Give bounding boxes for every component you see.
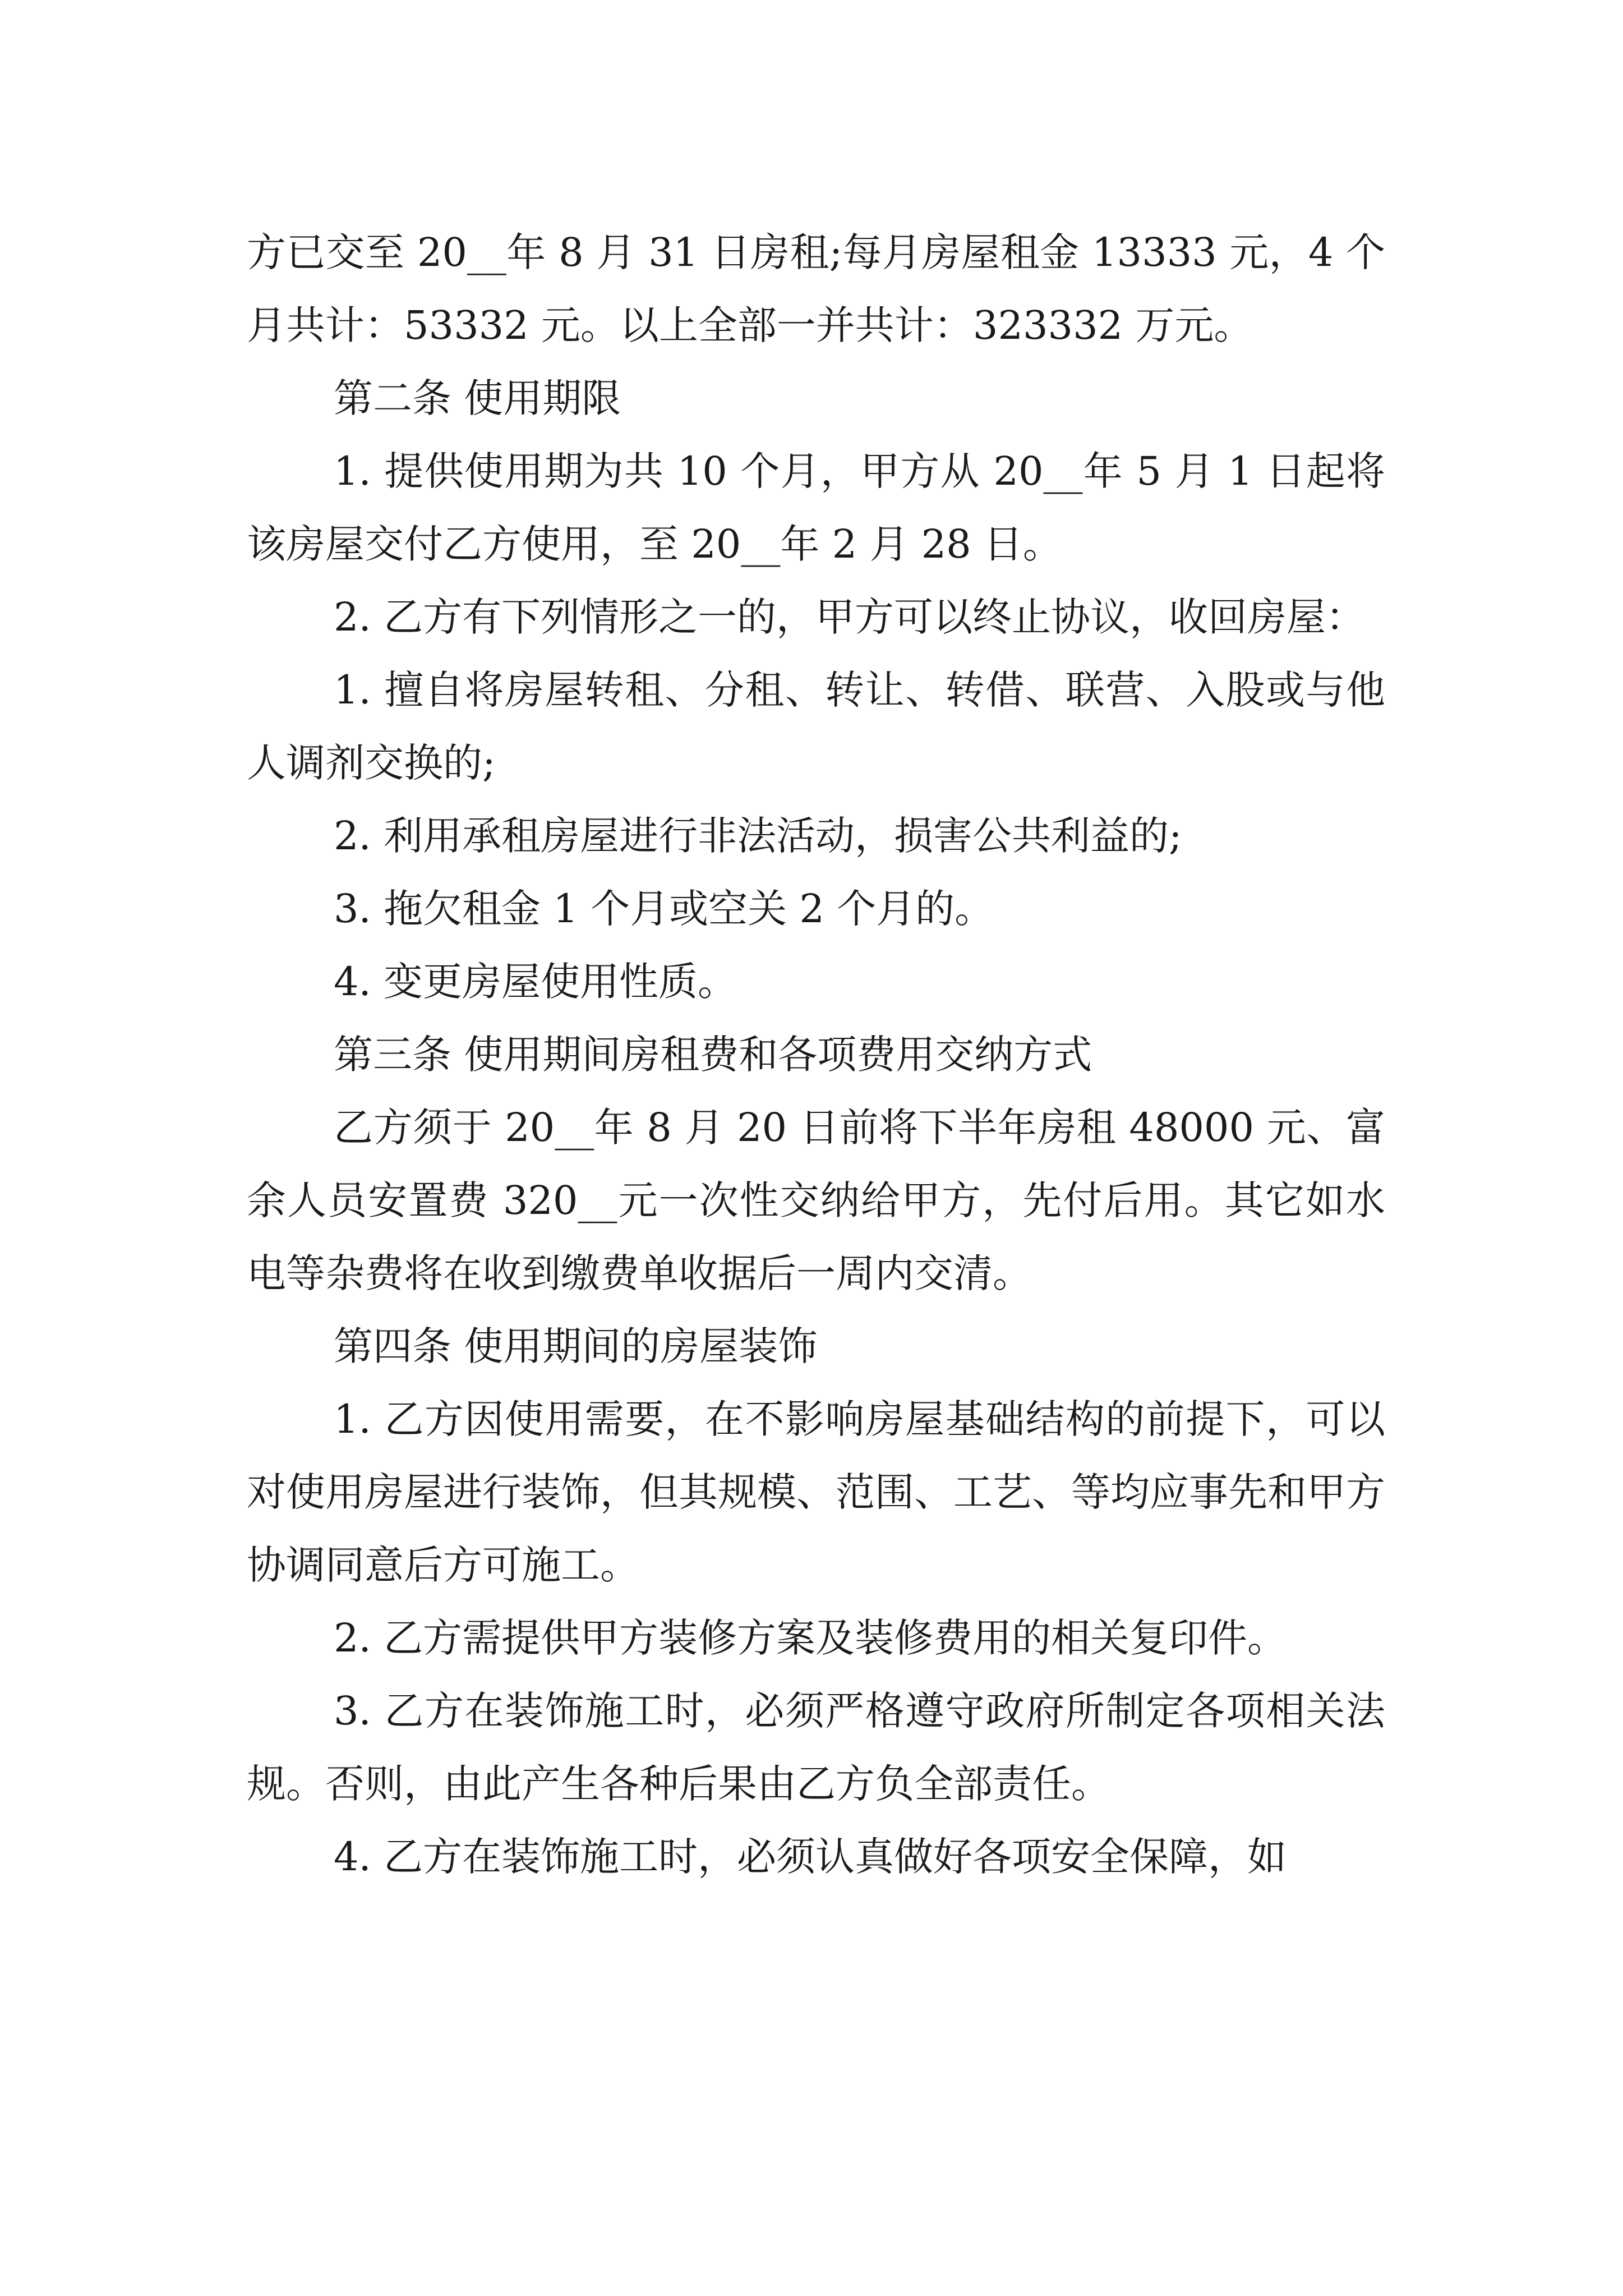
list-item-change-use: 4. 变更房屋使用性质。 [334, 959, 737, 1005]
paragraph-term-period: 1. 提供使用期为共 10 个月，甲方从 20__年 5 月 1 日起将该房屋交付乙方使用，至 20__年 2 月 28 日。 [247, 448, 1385, 567]
paragraph-decoration-approval: 1. 乙方因使用需要，在不影响房屋基础结构的前提下，可以对使用房屋进行装饰，但其规模、范围、工艺、等均应事先和甲方协调同意后方可施工。 [247, 1396, 1385, 1588]
paragraph-termination-conditions: 2. 乙方有下列情形之一的，甲方可以终止协议，收回房屋： [334, 594, 1366, 640]
list-item-arrears: 3. 拖欠租金 1 个月或空关 2 个月的。 [334, 886, 994, 932]
paragraph-rent-summary: 方已交至 20__年 8 月 31 日房租;每月房屋租金 13333 元，4 个月共计：53332 元。以上全部一并共计：323332 万元。 [247, 229, 1385, 348]
paragraph-decoration-safety: 4. 乙方在装饰施工时，必须认真做好各项安全保障，如 [334, 1834, 1287, 1880]
list-item-illegal-use: 2. 利用承租房屋进行非法活动，损害公共利益的; [334, 813, 1182, 859]
list-item-sublet: 1. 擅自将房屋转租、分租、转让、转借、联营、入股或与他人调剂交换的; [247, 667, 1385, 786]
document-body [247, 216, 1385, 1893]
paragraph-payment: 乙方须于 20__年 8 月 20 日前将下半年房租 48000 元、富余人员安置费 320__元一次性交纳给甲方，先付后用。其它如水电等杂费将在收到缴费单收据后一周内交清。 [247, 1105, 1385, 1296]
paragraph-decoration-regulations: 3. 乙方在装饰施工时，必须严格遵守政府所制定各项相关法规。否则，由此产生各种后果由乙方负全部责任。 [247, 1688, 1385, 1807]
heading-article-3: 第三条 使用期间房租费和各项费用交纳方式 [334, 1032, 1092, 1078]
heading-article-2: 第二条 使用期限 [334, 375, 621, 421]
paragraph-decoration-documents: 2. 乙方需提供甲方装修方案及装修费用的相关复印件。 [334, 1615, 1287, 1661]
heading-article-4: 第四条 使用期间的房屋装饰 [334, 1323, 818, 1369]
